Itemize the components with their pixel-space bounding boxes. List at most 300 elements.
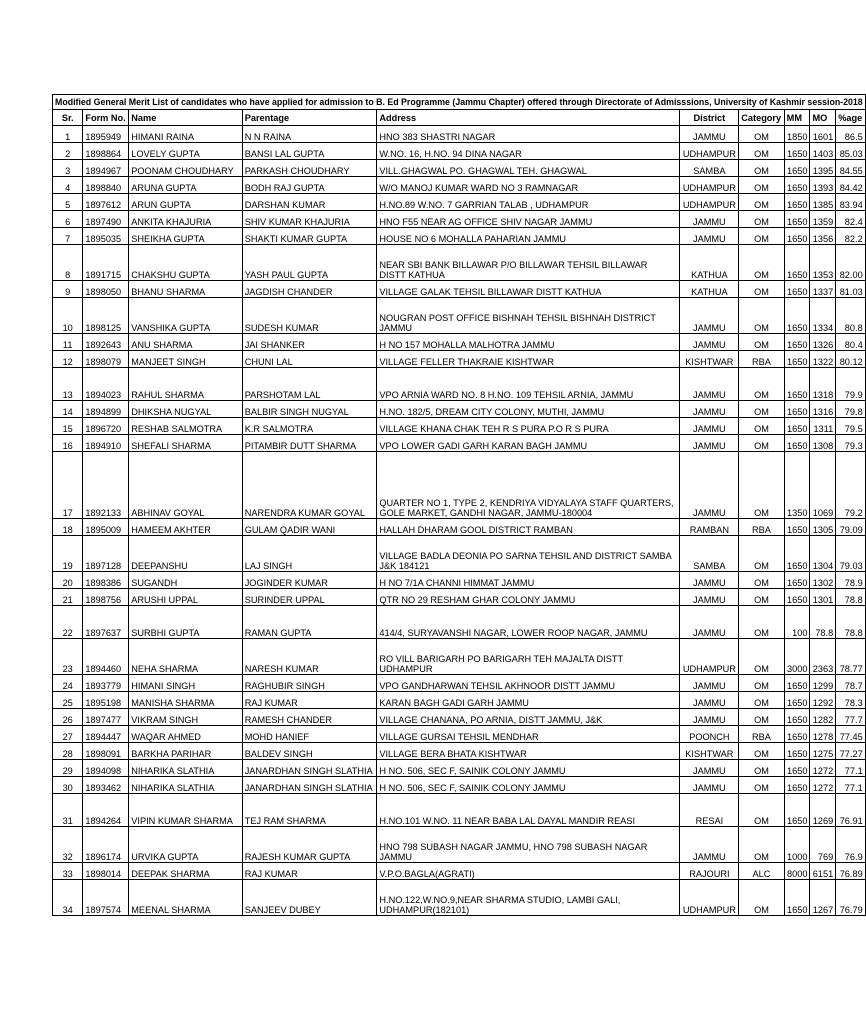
cell-name: SURBHI GUPTA [129, 606, 242, 639]
cell-form-no: 1898756 [83, 589, 129, 606]
cell-mm: 1650 [784, 143, 810, 160]
cell-sr: 32 [53, 827, 83, 863]
cell-mm: 1650 [784, 743, 810, 760]
cell-percentage: 78.77 [836, 639, 865, 675]
cell-parentage: SURINDER UPPAL [242, 589, 377, 606]
cell-category: OM [739, 709, 784, 726]
cell-percentage: 82.00 [836, 245, 865, 281]
cell-mm: 1650 [784, 334, 810, 351]
table-row [53, 194, 866, 211]
col-header-address: Address [377, 110, 680, 126]
table-row [53, 572, 866, 589]
address-line: H NO 157 MOHALLA MALHOTRA JAMMU [379, 340, 555, 350]
cell-form-no: 1894447 [83, 726, 129, 743]
cell-mm: 1650 [784, 760, 810, 777]
cell-address [377, 351, 680, 368]
cell-name: HIMANI SINGH [129, 675, 242, 692]
table-row [53, 692, 866, 709]
cell-category: OM [739, 452, 784, 519]
cell-category: OM [739, 606, 784, 639]
cell-mm: 8000 [784, 863, 810, 880]
address-line: H NO. 506, SEC F, SAINIK COLONY JAMMU [379, 783, 566, 793]
cell-parentage: RAJ KUMAR [242, 863, 377, 880]
cell-parentage: MOHD HANIEF [242, 726, 377, 743]
cell-district: RAJOURI [680, 863, 739, 880]
cell-form-no: 1897637 [83, 606, 129, 639]
cell-percentage: 76.79 [836, 880, 865, 916]
cell-mo: 1275 [810, 743, 836, 760]
cell-mm: 1650 [784, 880, 810, 916]
table-row [53, 334, 866, 351]
cell-category: OM [739, 160, 784, 177]
cell-sr: 23 [53, 639, 83, 675]
address-line: GOLE MARKET, GANDHI NAGAR, JAMMU-180004 [379, 508, 593, 518]
cell-district: UDHAMPUR [680, 194, 739, 211]
address-line: VILLAGE FELLER THAKRAIE KISHTWAR [379, 357, 554, 367]
cell-form-no: 1895009 [83, 519, 129, 536]
cell-percentage: 80.12 [836, 351, 865, 368]
cell-parentage: PARSHOTAM LAL [242, 368, 377, 401]
cell-form-no: 1894460 [83, 639, 129, 675]
cell-mm: 1650 [784, 298, 810, 334]
cell-sr: 22 [53, 606, 83, 639]
cell-percentage: 80.8 [836, 298, 865, 334]
cell-form-no: 1894899 [83, 401, 129, 418]
cell-percentage: 79.3 [836, 435, 865, 452]
cell-form-no: 1896174 [83, 827, 129, 863]
cell-address [377, 827, 680, 863]
cell-mm: 1650 [784, 281, 810, 298]
cell-sr: 8 [53, 245, 83, 281]
address-line: QUARTER NO 1, TYPE 2, KENDRIYA VIDYALAYA STAFF QUARTERS, [379, 498, 674, 508]
cell-address [377, 777, 680, 794]
cell-category: OM [739, 777, 784, 794]
cell-parentage: RAJ KUMAR [242, 692, 377, 709]
cell-name: ABHINAV GOYAL [129, 452, 242, 519]
cell-address [377, 298, 680, 334]
cell-name: RAHUL SHARMA [129, 368, 242, 401]
cell-form-no: 1893779 [83, 675, 129, 692]
cell-mm: 1650 [784, 794, 810, 827]
address-line: NOUGRAN POST OFFICE BISHNAH TEHSIL BISHNAH DISTRICT [379, 313, 656, 323]
cell-parentage: SHAKTI KUMAR GUPTA [242, 228, 377, 245]
table-row [53, 298, 866, 334]
cell-district: JAMMU [680, 777, 739, 794]
table-row [53, 401, 866, 418]
cell-mo: 1282 [810, 709, 836, 726]
cell-sr: 33 [53, 863, 83, 880]
cell-mo: 1278 [810, 726, 836, 743]
cell-sr: 34 [53, 880, 83, 916]
cell-address [377, 606, 680, 639]
cell-form-no: 1894967 [83, 160, 129, 177]
cell-category: RBA [739, 519, 784, 536]
address-line: 414/4, SURYAVANSHI NAGAR, LOWER ROOP NAGAR, JAMMU [379, 628, 648, 638]
cell-district: JAMMU [680, 401, 739, 418]
address-line: H.NO.122,W.NO.9,NEAR SHARMA STUDIO, LAMBI GALI, [379, 895, 621, 905]
table-row [53, 435, 866, 452]
cell-name: SHEIKHA GUPTA [129, 228, 242, 245]
cell-percentage: 82.2 [836, 228, 865, 245]
cell-percentage: 79.5 [836, 418, 865, 435]
table-row [53, 794, 866, 827]
col-header-percentage: %age [836, 110, 865, 126]
cell-percentage: 77.1 [836, 760, 865, 777]
cell-percentage: 77.45 [836, 726, 865, 743]
cell-percentage: 77.1 [836, 777, 865, 794]
cell-parentage: GULAM QADIR WANI [242, 519, 377, 536]
cell-mm: 1650 [784, 692, 810, 709]
cell-percentage: 79.9 [836, 368, 865, 401]
cell-form-no: 1898840 [83, 177, 129, 194]
table-row [53, 726, 866, 743]
table-row [53, 228, 866, 245]
cell-address [377, 589, 680, 606]
cell-mm: 1650 [784, 211, 810, 228]
table-row [53, 368, 866, 401]
table-row [53, 880, 866, 916]
cell-name: LOVELY GUPTA [129, 143, 242, 160]
cell-district: JAMMU [680, 126, 739, 143]
cell-district: UDHAMPUR [680, 177, 739, 194]
cell-percentage: 76.89 [836, 863, 865, 880]
cell-form-no: 1894023 [83, 368, 129, 401]
cell-name: POONAM CHOUDHARY [129, 160, 242, 177]
cell-mo: 1267 [810, 880, 836, 916]
cell-category: OM [739, 298, 784, 334]
cell-name: VIKRAM SINGH [129, 709, 242, 726]
address-line: HALLAH DHARAM GOOL DISTRICT RAMBAN [379, 525, 573, 535]
cell-parentage: K.R SALMOTRA [242, 418, 377, 435]
cell-mm: 1650 [784, 401, 810, 418]
cell-mm: 100 [784, 606, 810, 639]
cell-percentage: 77.7 [836, 709, 865, 726]
cell-name: VANSHIKA GUPTA [129, 298, 242, 334]
cell-district: POONCH [680, 726, 739, 743]
cell-address [377, 743, 680, 760]
cell-name: RESHAB SALMOTRA [129, 418, 242, 435]
address-line: VPO ARNIA WARD NO. 8 H.NO. 109 TEHSIL ARNIA, JAMMU [379, 390, 634, 400]
cell-parentage: RAGHUBIR SINGH [242, 675, 377, 692]
address-line: VILLAGE CHANANA, PO ARNIA, DISTT JAMMU, J&K [379, 715, 603, 725]
cell-address [377, 639, 680, 675]
cell-name: WAQAR AHMED [129, 726, 242, 743]
cell-address [377, 435, 680, 452]
cell-district: JAMMU [680, 228, 739, 245]
cell-mo: 1308 [810, 435, 836, 452]
cell-mm: 1000 [784, 827, 810, 863]
merit-list-table [52, 94, 866, 916]
table-row [53, 863, 866, 880]
cell-address [377, 401, 680, 418]
address-line: QTR NO 29 RESHAM GHAR COLONY JAMMU [379, 595, 576, 605]
cell-address [377, 452, 680, 519]
cell-category: OM [739, 334, 784, 351]
table-row [53, 245, 866, 281]
cell-sr: 6 [53, 211, 83, 228]
address-line: HNO F55 NEAR AG OFFICE SHIV NAGAR JAMMU [379, 217, 593, 227]
cell-address [377, 880, 680, 916]
cell-mo: 1304 [810, 536, 836, 572]
cell-mm: 1650 [784, 519, 810, 536]
cell-mo: 1069 [810, 452, 836, 519]
table-row [53, 351, 866, 368]
cell-form-no: 1895198 [83, 692, 129, 709]
col-header-parentage: Parentage [242, 110, 377, 126]
cell-parentage: JAGDISH CHANDER [242, 281, 377, 298]
cell-sr: 9 [53, 281, 83, 298]
address-line: HNO 383 SHASTRI NAGAR [379, 132, 496, 142]
cell-parentage: PITAMBIR DUTT SHARMA [242, 435, 377, 452]
col-header-form-no: Form No. [83, 110, 129, 126]
cell-district: JAMMU [680, 368, 739, 401]
cell-parentage: BODH RAJ GUPTA [242, 177, 377, 194]
cell-category: OM [739, 126, 784, 143]
address-line: VILLAGE BADLA DEONIA PO SARNA TEHSIL AND DISTRICT SAMBA [379, 551, 672, 561]
cell-mm: 1650 [784, 572, 810, 589]
cell-mm: 1650 [784, 177, 810, 194]
cell-address [377, 194, 680, 211]
cell-mm: 1650 [784, 351, 810, 368]
cell-parentage: JOGINDER KUMAR [242, 572, 377, 589]
cell-sr: 17 [53, 452, 83, 519]
cell-mo: 1403 [810, 143, 836, 160]
table-row [53, 418, 866, 435]
cell-sr: 29 [53, 760, 83, 777]
cell-district: JAMMU [680, 692, 739, 709]
cell-district: KISHTWAR [680, 743, 739, 760]
cell-sr: 25 [53, 692, 83, 709]
table-row [53, 536, 866, 572]
cell-district: JAMMU [680, 606, 739, 639]
cell-percentage: 78.8 [836, 606, 865, 639]
table-row [53, 743, 866, 760]
cell-category: OM [739, 743, 784, 760]
cell-category: OM [739, 827, 784, 863]
cell-district: KISHTWAR [680, 351, 739, 368]
cell-sr: 16 [53, 435, 83, 452]
cell-category: OM [739, 194, 784, 211]
table-row [53, 281, 866, 298]
cell-form-no: 1898386 [83, 572, 129, 589]
cell-name: BARKHA PARIHAR [129, 743, 242, 760]
cell-mo: 1311 [810, 418, 836, 435]
cell-district: UDHAMPUR [680, 880, 739, 916]
cell-category: RBA [739, 351, 784, 368]
cell-address [377, 368, 680, 401]
cell-name: MANISHA SHARMA [129, 692, 242, 709]
cell-sr: 1 [53, 126, 83, 143]
cell-district: JAMMU [680, 572, 739, 589]
col-header-mo: MO [810, 110, 836, 126]
cell-category: OM [739, 880, 784, 916]
cell-address [377, 245, 680, 281]
table-row [53, 160, 866, 177]
address-line: H NO. 506, SEC F, SAINIK COLONY JAMMU [379, 766, 566, 776]
cell-mo: 1359 [810, 211, 836, 228]
address-line: HNO 798 SUBASH NAGAR JAMMU, HNO 798 SUBASH NAGAR [379, 842, 648, 852]
cell-mm: 1650 [784, 589, 810, 606]
cell-district: JAMMU [680, 709, 739, 726]
cell-parentage: RAJESH KUMAR GUPTA [242, 827, 377, 863]
cell-name: MANJEET SINGH [129, 351, 242, 368]
table-row [53, 709, 866, 726]
cell-address [377, 281, 680, 298]
cell-address [377, 177, 680, 194]
cell-name: DEEPANSHU [129, 536, 242, 572]
address-line: HOUSE NO 6 MOHALLA PAHARIAN JAMMU [379, 234, 567, 244]
table-row [53, 760, 866, 777]
cell-name: NIHARIKA SLATHIA [129, 760, 242, 777]
cell-address [377, 126, 680, 143]
cell-address [377, 709, 680, 726]
cell-address [377, 418, 680, 435]
cell-name: URVIKA GUPTA [129, 827, 242, 863]
address-line: UDHAMPUR [379, 664, 433, 674]
cell-category: OM [739, 177, 784, 194]
cell-parentage: RAMESH CHANDER [242, 709, 377, 726]
cell-form-no: 1898864 [83, 143, 129, 160]
document-title: Modified General Merit List of candidates who have applied for admission to B. Ed Programme (Jammu Chapter) offered through Directorate of Admisssions, University of Kashmir session-2018 [53, 95, 866, 110]
cell-percentage: 78.3 [836, 692, 865, 709]
address-line: JAMMU [379, 852, 413, 862]
cell-category: OM [739, 245, 784, 281]
cell-sr: 31 [53, 794, 83, 827]
cell-percentage: 79.03 [836, 536, 865, 572]
cell-category: OM [739, 692, 784, 709]
cell-name: ANU SHARMA [129, 334, 242, 351]
cell-name: CHAKSHU GUPTA [129, 245, 242, 281]
cell-percentage: 83.94 [836, 194, 865, 211]
cell-district: SAMBA [680, 536, 739, 572]
cell-mo: 1301 [810, 589, 836, 606]
cell-mo: 1334 [810, 298, 836, 334]
cell-address [377, 143, 680, 160]
address-line: W.NO. 16, H.NO. 94 DINA NAGAR [379, 149, 522, 159]
cell-name: DEEPAK SHARMA [129, 863, 242, 880]
address-line: VPO GANDHARWAN TEHSIL AKHNOOR DISTT JAMMU [379, 681, 616, 691]
cell-district: KATHUA [680, 281, 739, 298]
cell-category: OM [739, 228, 784, 245]
cell-form-no: 1898125 [83, 298, 129, 334]
cell-parentage: PARKASH CHOUDHARY [242, 160, 377, 177]
table-row [53, 126, 866, 143]
cell-district: RAMBAN [680, 519, 739, 536]
cell-form-no: 1891715 [83, 245, 129, 281]
cell-mo: 1299 [810, 675, 836, 692]
address-line: VILL.GHAGWAL PO. GHAGWAL TEH. GHAGWAL [379, 166, 587, 176]
cell-category: OM [739, 794, 784, 827]
cell-category: OM [739, 143, 784, 160]
cell-mo: 78.8 [810, 606, 836, 639]
cell-mo: 1302 [810, 572, 836, 589]
cell-sr: 3 [53, 160, 83, 177]
cell-mm: 1650 [784, 709, 810, 726]
cell-form-no: 1898091 [83, 743, 129, 760]
cell-mo: 1395 [810, 160, 836, 177]
cell-category: OM [739, 639, 784, 675]
cell-category: OM [739, 536, 784, 572]
cell-mm: 1650 [784, 418, 810, 435]
cell-mo: 1356 [810, 228, 836, 245]
cell-address [377, 519, 680, 536]
cell-mo: 1316 [810, 401, 836, 418]
cell-parentage: JANARDHAN SINGH SLATHIA [242, 777, 377, 794]
cell-category: OM [739, 281, 784, 298]
cell-percentage: 76.9 [836, 827, 865, 863]
cell-district: UDHAMPUR [680, 143, 739, 160]
cell-percentage: 79.2 [836, 452, 865, 519]
cell-percentage: 78.8 [836, 589, 865, 606]
table-row [53, 606, 866, 639]
table-row [53, 143, 866, 160]
address-line: J&K 184121 [379, 561, 430, 571]
cell-district: JAMMU [680, 211, 739, 228]
cell-district: JAMMU [680, 334, 739, 351]
cell-sr: 28 [53, 743, 83, 760]
cell-mm: 1650 [784, 228, 810, 245]
cell-form-no: 1897612 [83, 194, 129, 211]
cell-category: OM [739, 368, 784, 401]
cell-name: DHIKSHA NUGYAL [129, 401, 242, 418]
cell-name: ARUSHI UPPAL [129, 589, 242, 606]
cell-form-no: 1894098 [83, 760, 129, 777]
col-header-category: Category [739, 110, 784, 126]
cell-form-no: 1894910 [83, 435, 129, 452]
cell-parentage: BANSI LAL GUPTA [242, 143, 377, 160]
cell-category: OM [739, 211, 784, 228]
cell-name: HAMEEM AKHTER [129, 519, 242, 536]
cell-percentage: 84.55 [836, 160, 865, 177]
cell-parentage: LAJ SINGH [242, 536, 377, 572]
address-line: V.P.O.BAGLA(AGRATI) [379, 869, 475, 879]
cell-mo: 769 [810, 827, 836, 863]
address-line: H NO 7/1A CHANNI HIMMAT JAMMU [379, 578, 535, 588]
cell-mo: 6151 [810, 863, 836, 880]
table-row [53, 452, 866, 519]
col-header-mm: MM [784, 110, 810, 126]
cell-category: OM [739, 589, 784, 606]
address-line: KARAN BAGH GADI GARH JAMMU [379, 698, 529, 708]
cell-district: JAMMU [680, 298, 739, 334]
cell-form-no: 1894264 [83, 794, 129, 827]
cell-address [377, 334, 680, 351]
cell-address [377, 692, 680, 709]
cell-form-no: 1898079 [83, 351, 129, 368]
cell-mm: 1650 [784, 245, 810, 281]
cell-district: JAMMU [680, 418, 739, 435]
cell-district: UDHAMPUR [680, 639, 739, 675]
cell-mm: 1650 [784, 435, 810, 452]
cell-percentage: 79.09 [836, 519, 865, 536]
table-row [53, 519, 866, 536]
cell-name: VIPIN KUMAR SHARMA [129, 794, 242, 827]
cell-district: JAMMU [680, 827, 739, 863]
cell-parentage: NARENDRA KUMAR GOYAL [242, 452, 377, 519]
cell-mo: 1353 [810, 245, 836, 281]
cell-address [377, 675, 680, 692]
cell-mm: 1650 [784, 536, 810, 572]
cell-percentage: 77.27 [836, 743, 865, 760]
address-line: H.NO. 182/5, DREAM CITY COLONY, MUTHI, JAMMU [379, 407, 605, 417]
address-line: H.NO.89 W.NO. 7 GARRIAN TALAB , UDHAMPUR [379, 200, 589, 210]
table-body [53, 126, 866, 916]
cell-percentage: 86.5 [836, 126, 865, 143]
cell-address [377, 863, 680, 880]
cell-percentage: 76.91 [836, 794, 865, 827]
cell-category: OM [739, 435, 784, 452]
cell-address [377, 228, 680, 245]
